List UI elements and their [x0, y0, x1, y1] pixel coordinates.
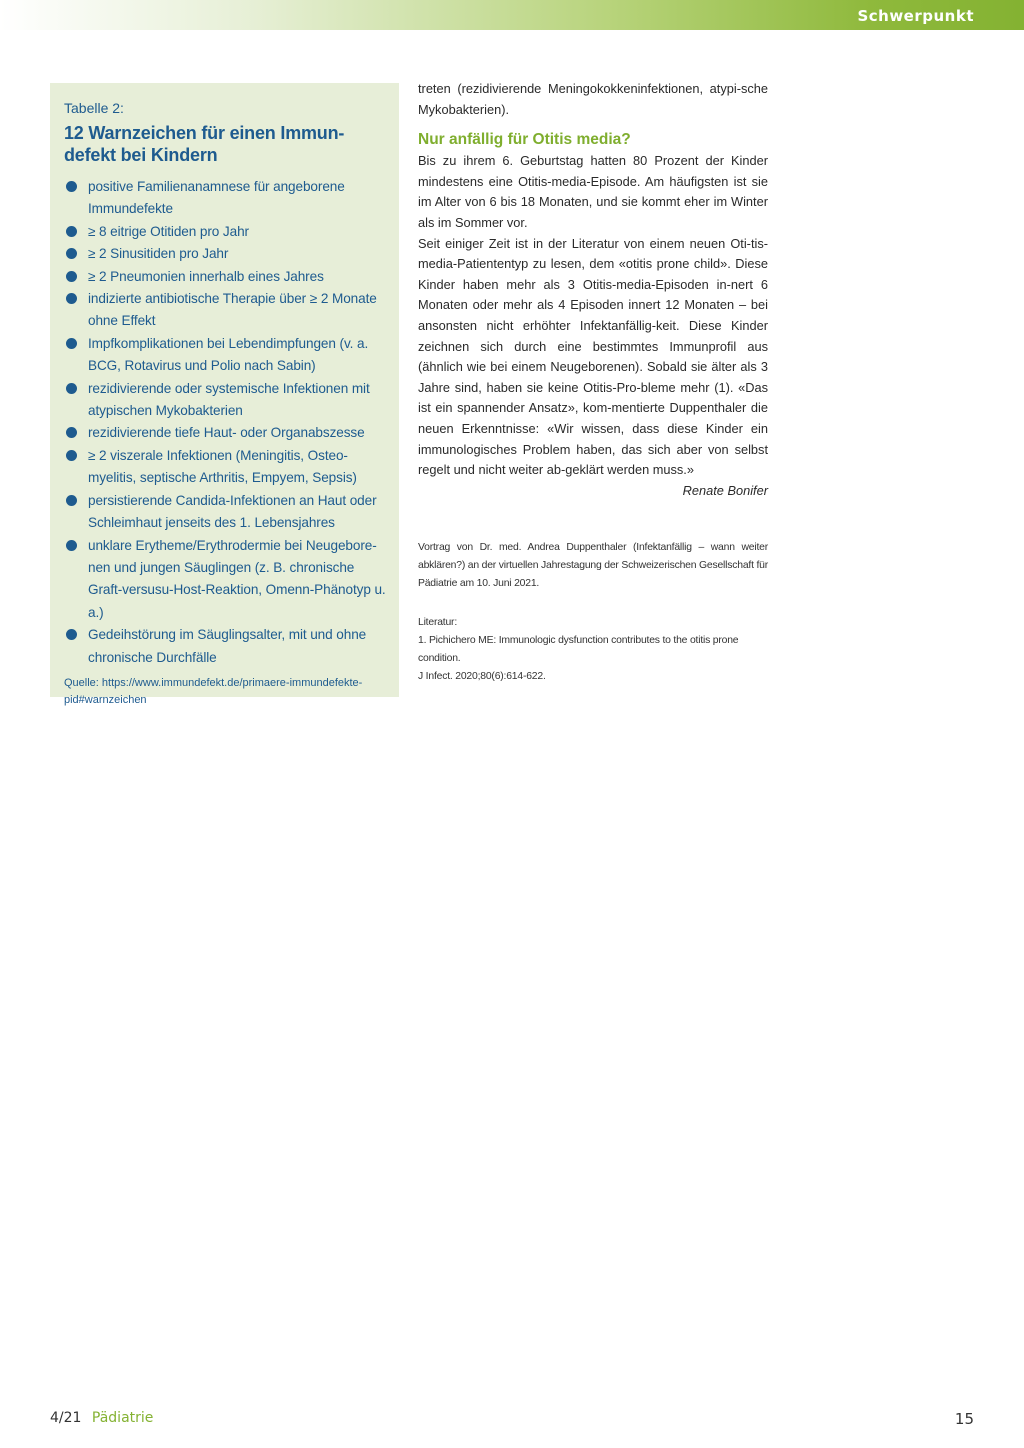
section-heading: Nur anfällig für Otitis media?: [418, 131, 631, 149]
literature-reference: J Infect. 2020;80(6):614-622.: [418, 671, 546, 683]
section-label: Schwerpunkt: [857, 7, 974, 25]
literature-label: Literatur:: [418, 617, 458, 629]
bullet-icon: [66, 629, 77, 640]
list-item: ≥ 2 viszerale Infektionen (Meningitis, Osteo-myelitis, septische Arthritis, Empyem, Sepsis): [64, 445, 387, 490]
page-number: 15: [954, 1410, 974, 1428]
list-item: ≥ 2 Sinusitiden pro Jahr: [64, 243, 387, 265]
lecture-note: Vortrag von Dr. med. Andrea Duppenthaler (Infektanfällig – wann weiter abklären?) an der virtuellen Jahrestagung der Schweizerischen Gesellschaft für Pädiatrie am 10. Juni 2021.: [418, 542, 769, 590]
bullet-icon: [66, 495, 77, 506]
list-item: ≥ 2 Pneumonien innerhalb eines Jahres: [64, 266, 387, 288]
table-title: 12 Warnzeichen für einen Immun-defekt bei Kindern: [64, 123, 345, 165]
list-item: Impfkomplikationen bei Lebendimpfungen (v. a. BCG, Rotavirus und Polio nach Sabin): [64, 333, 387, 378]
bullet-icon: [66, 248, 77, 259]
list-item: positive Familienanamnese für angeborene Immundefekte: [64, 176, 387, 221]
bullet-icon: [66, 293, 77, 304]
intro-paragraph: treten (rezidivierende Meningokokkeninfektionen, atypi-sche Mykobakterien).: [418, 81, 768, 117]
body-paragraph: Seit einiger Zeit ist in der Literatur von einem neuen Oti-tis-media-Patiententyp zu lesen, dem «otitis prone child». Diese Kinder haben mehr als 3 Otitis-media-Episoden in-nert 6 Monaten oder mehr als 4 Episoden innert 12 Monaten – bei ansonsten nicht erhöhter Infektanfällig-keit. Diese Kinder zeichnen sich durch eine bestimmtes Immunprofil aus (ähnlich wie bei einem Neugeborenen). Sobald sie älter als 3 Jahre sind, haben sie keine Otitis-Pro-bleme mehr (1). «Das ist ein spannender Ansatz», kom-mentierte Duppenthaler die neuen Erkenntnisse: «Wir wissen, dass diese Kinder ein immunologisches Problem haben, das sich aber von selbst regelt und nicht weiter ab-geklärt werden muss.»: [418, 235, 768, 478]
bullet-icon: [66, 181, 77, 192]
bullet-icon: [66, 338, 77, 349]
table-label: Tabelle 2:: [64, 100, 124, 116]
warning-signs-table: [50, 83, 399, 706]
bullet-icon: [66, 450, 77, 461]
list-item: unklare Erytheme/Erythrodermie bei Neugebore-nen und jungen Säuglingen (z. B. chronische Graft-versusu-Host-Reaktion, Omenn-Phänotyp u. a.): [64, 535, 387, 625]
bullet-icon: [66, 540, 77, 551]
literature-reference: 1. Pichichero ME: Immunologic dysfunction contributes to the otitis prone condition.: [418, 635, 739, 665]
header-banner: [0, 0, 1024, 30]
list-item: ≥ 8 eitrige Otitiden pro Jahr: [64, 221, 387, 243]
bullet-icon: [66, 271, 77, 282]
issue-number: 4/21: [50, 1410, 82, 1426]
page-footer: [50, 1410, 974, 1432]
bullet-icon: [66, 427, 77, 438]
article-column: [418, 79, 768, 686]
warning-list: [64, 176, 387, 669]
author-name: Renate Bonifer: [682, 482, 768, 498]
list-item: rezidivierende oder systemische Infektionen mit atypischen Mykobakterien: [64, 378, 387, 423]
list-item: indizierte antibiotische Therapie über ≥ 2 Monate ohne Effekt: [64, 288, 387, 333]
body-paragraph: Bis zu ihrem 6. Geburtstag hatten 80 Prozent der Kinder mindestens eine Otitis-media-Episode. Am häufigsten ist sie im Alter von 6 bis 18 Monaten, und sie kommt eher im Winter als im Sommer vor.: [418, 153, 768, 230]
bullet-icon: [66, 226, 77, 237]
bullet-icon: [66, 383, 77, 394]
list-item: persistierende Candida-Infektionen an Haut oder Schleimhaut jenseits des 1. Lebensjahres: [64, 490, 387, 535]
table-source: Quelle: https://www.immundefekt.de/primaere-immundefekte-pid#warnzeichen: [64, 676, 363, 706]
list-item: Gedeihstörung im Säuglingsalter, mit und ohne chronische Durchfälle: [64, 624, 387, 669]
list-item: rezidivierende tiefe Haut- oder Organabszesse: [64, 422, 387, 444]
journal-name: Pädiatrie: [91, 1410, 154, 1426]
